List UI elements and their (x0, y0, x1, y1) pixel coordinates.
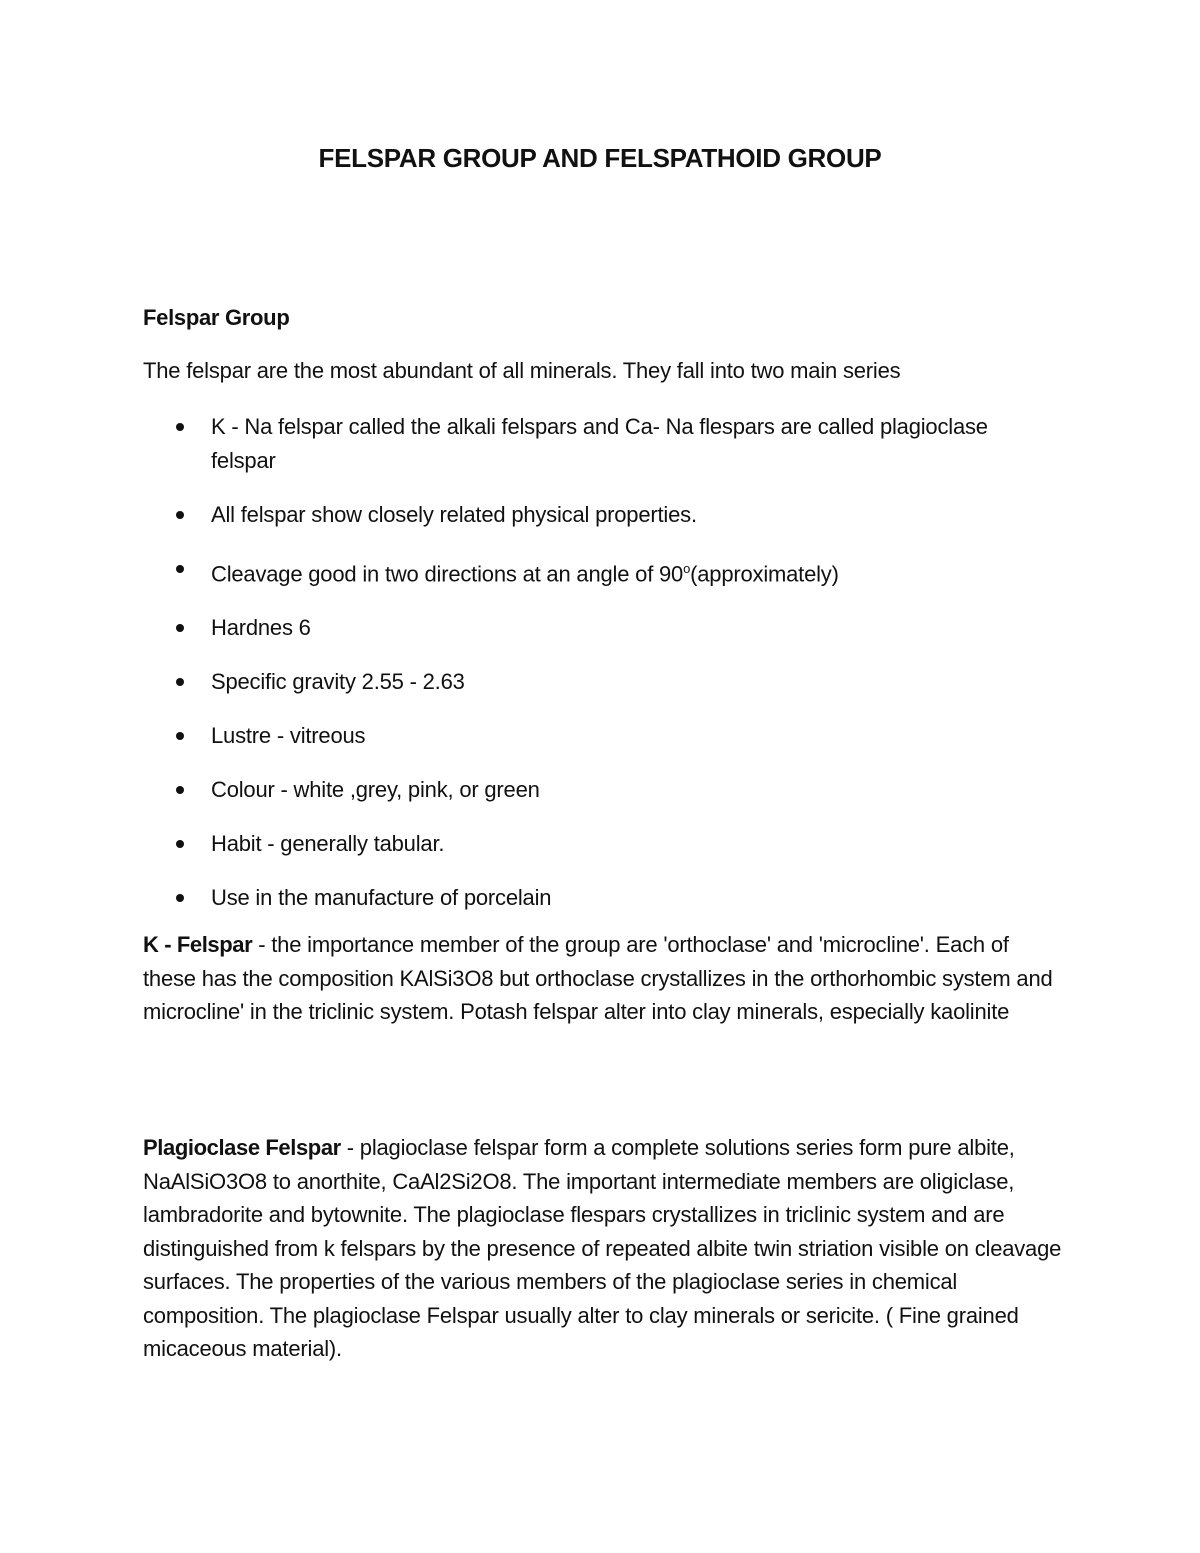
k-felspar-paragraph (143, 928, 1063, 1029)
bullet-icon (176, 840, 184, 848)
list-item-text: Hardnes 6 (211, 615, 311, 641)
list-item (143, 552, 1043, 591)
bullet-icon (176, 894, 184, 902)
list-item-text: All felspar show closely related physical properties. (211, 502, 697, 527)
plagioclase-label: Plagioclase Felspar (143, 1135, 341, 1160)
list-item (143, 665, 1043, 699)
list-item (143, 498, 1043, 532)
list-item-text: Cleavage good in two directions at an angle of 90 (211, 561, 684, 587)
list-item (143, 827, 1043, 861)
list-item (143, 410, 1043, 478)
list-item-text: Use in the manufacture of porcelain (211, 885, 552, 911)
list-item (143, 881, 1043, 915)
page-title: FELSPAR GROUP AND FELSPATHOID GROUP (318, 143, 882, 173)
plagioclase-paragraph (143, 1131, 1063, 1366)
bullet-icon (176, 786, 184, 794)
bullet-icon (176, 678, 184, 686)
properties-list (143, 410, 1043, 935)
bullet-icon (176, 423, 184, 431)
list-item-text: Colour - white ,grey, pink, or green (211, 777, 540, 803)
list-item-text: K - Na felspar called the alkali felspars and Ca- Na flespars are called plagioclase felspar (211, 414, 988, 473)
degree-superscript: o (683, 561, 691, 576)
list-item (143, 719, 1043, 753)
bullet-icon (176, 624, 184, 632)
k-felspar-label: K - Felspar (143, 932, 253, 957)
k-felspar-text: - the importance member of the group are 'orthoclase' and 'microcline'. Each of these has the composition KAlSi3O8 but orthoclase crystallizes in the orthorhombic system and microcline' in the triclinic system. Potash felspar alter into clay minerals, especially kaolinite (143, 932, 1053, 1024)
section-heading-felspar-group: Felspar Group (143, 305, 290, 330)
bullet-icon (176, 565, 184, 573)
list-item (143, 611, 1043, 645)
bullet-icon (176, 732, 184, 740)
list-item-text: Lustre - vitreous (211, 723, 366, 749)
intro-paragraph: The felspar are the most abundant of all minerals. They fall into two main series (143, 358, 901, 383)
plagioclase-text: - plagioclase felspar form a complete solutions series form pure albite, NaAlSiO3O8 to anorthite, CaAl2Si2O8. The important intermediate members are oligiclase, lambradorite and bytownite. The plagioclase flespars crystallizes in triclinic system and are distinguished from k felspars by the presence of repeated albite twin striation visible on cleavage surfaces. The properties of the various members of the plagioclase series in chemical composition. The plagioclase Felspar usually alter to clay minerals or sericite. ( Fine grained micaceous material). (143, 1135, 1062, 1361)
list-item-text: Habit - generally tabular. (211, 831, 445, 857)
list-item (143, 773, 1043, 807)
list-item-tail: (approximately) (690, 561, 839, 587)
bullet-icon (176, 511, 184, 519)
list-item-text: Specific gravity 2.55 - 2.63 (211, 669, 465, 695)
